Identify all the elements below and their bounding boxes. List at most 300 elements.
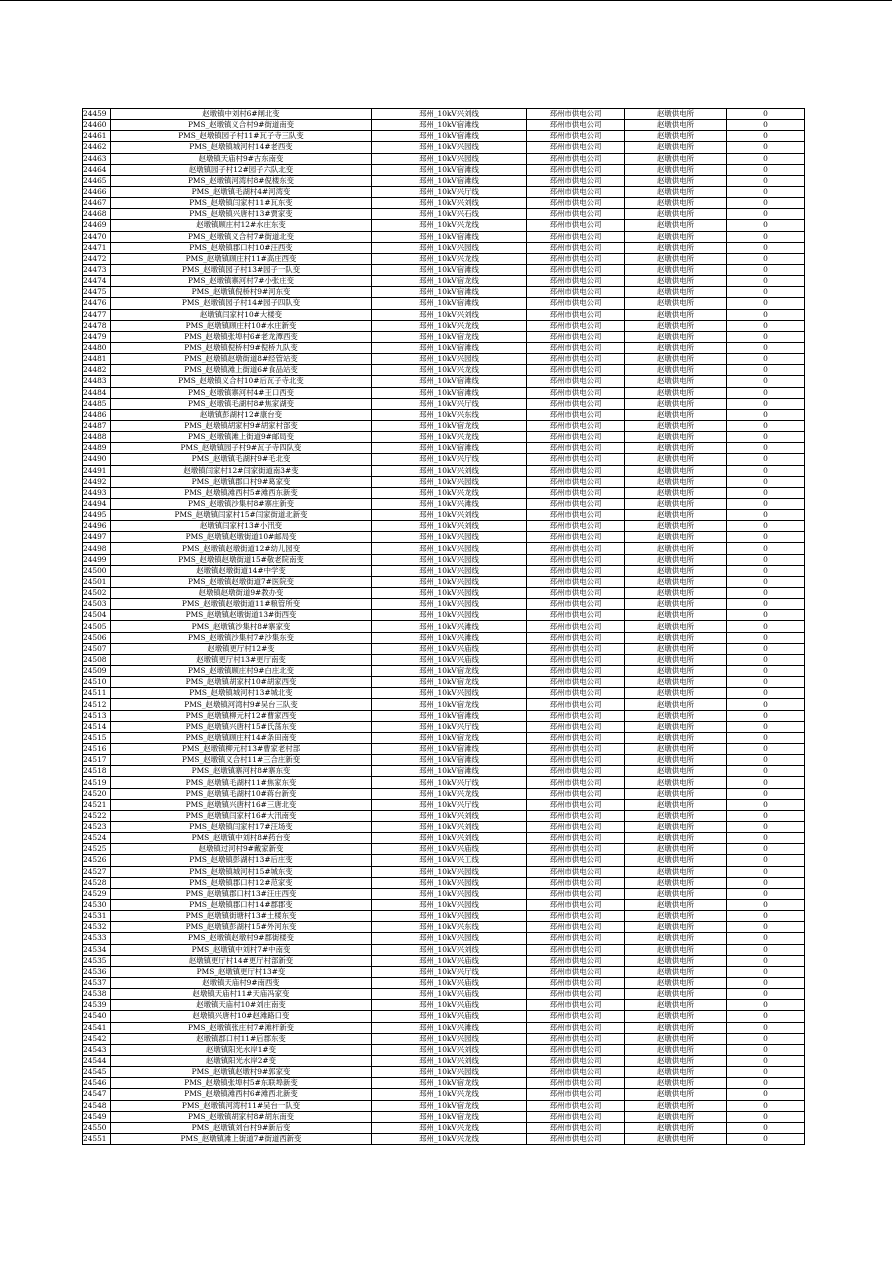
cell-value: 0 [727, 621, 805, 632]
table-row [83, 755, 805, 766]
cell-value: 0 [727, 610, 805, 621]
table-row [83, 231, 805, 242]
cell-office: 赵墩供电所 [625, 142, 727, 153]
cell-company: 邳州市供电公司 [527, 1011, 625, 1022]
cell-station-name: PMS_赵墩镇赵墩街道12#幼儿园变 [111, 543, 372, 554]
cell-station-name: PMS_赵墩镇滩上街道7#街道西新变 [111, 1133, 372, 1144]
cell-id: 24487 [83, 420, 111, 431]
cell-office: 赵墩供电所 [625, 253, 727, 264]
cell-office: 赵墩供电所 [625, 610, 727, 621]
cell-value: 0 [727, 164, 805, 175]
cell-company: 邳州市供电公司 [527, 1111, 625, 1122]
cell-id: 24547 [83, 1089, 111, 1100]
cell-value: 0 [727, 1133, 805, 1144]
cell-id: 24461 [83, 131, 111, 142]
cell-id: 24551 [83, 1133, 111, 1144]
cell-company: 邳州市供电公司 [527, 777, 625, 788]
cell-office: 赵墩供电所 [625, 153, 727, 164]
cell-station-name: PMS_赵墩镇兴唐村13#贾家变 [111, 209, 372, 220]
cell-company: 邳州市供电公司 [527, 1033, 625, 1044]
table-row [83, 844, 805, 855]
cell-line-name: 邳州_10kV宿滩线 [372, 744, 527, 755]
cell-id: 24550 [83, 1122, 111, 1133]
cell-id: 24470 [83, 231, 111, 242]
table-row [83, 699, 805, 710]
cell-value: 0 [727, 354, 805, 365]
cell-value: 0 [727, 376, 805, 387]
cell-office: 赵墩供电所 [625, 844, 727, 855]
table-row [83, 822, 805, 833]
cell-line-name: 邳州_10kV兴庙线 [372, 844, 527, 855]
cell-line-name: 邳州_10kV兴园线 [372, 877, 527, 888]
cell-company: 邳州市供电公司 [527, 677, 625, 688]
cell-line-name: 邳州_10kV兴园线 [372, 242, 527, 253]
cell-station-name: 赵墩镇阳光水岸1#变 [111, 1044, 372, 1055]
cell-id: 24495 [83, 510, 111, 521]
cell-company: 邳州市供电公司 [527, 944, 625, 955]
cell-value: 0 [727, 699, 805, 710]
cell-company: 邳州市供电公司 [527, 1000, 625, 1011]
cell-value: 0 [727, 1111, 805, 1122]
cell-id: 24534 [83, 944, 111, 955]
cell-station-name: PMS_赵墩镇园子村9#瓦子寺四队变 [111, 443, 372, 454]
cell-line-name: 邳州_10kV宿滩线 [372, 120, 527, 131]
cell-value: 0 [727, 732, 805, 743]
cell-office: 赵墩供电所 [625, 398, 727, 409]
cell-company: 邳州市供电公司 [527, 576, 625, 587]
cell-station-name: PMS_赵墩镇柳元村13#曹家老村部 [111, 744, 372, 755]
cell-id: 24507 [83, 643, 111, 654]
cell-station-name: PMS_赵墩镇街塘村13#土楼东变 [111, 911, 372, 922]
cell-station-name: PMS_赵墩镇滩西村6#滩西北新变 [111, 1089, 372, 1100]
table-row [83, 1033, 805, 1044]
cell-value: 0 [727, 432, 805, 443]
cell-value: 0 [727, 565, 805, 576]
table-row [83, 710, 805, 721]
cell-company: 邳州市供电公司 [527, 287, 625, 298]
cell-id: 24462 [83, 142, 111, 153]
cell-value: 0 [727, 755, 805, 766]
cell-id: 24483 [83, 376, 111, 387]
cell-company: 邳州市供电公司 [527, 1055, 625, 1066]
cell-office: 赵墩供电所 [625, 899, 727, 910]
table-row [83, 855, 805, 866]
table-row [83, 532, 805, 543]
cell-office: 赵墩供电所 [625, 131, 727, 142]
cell-office: 赵墩供电所 [625, 120, 727, 131]
cell-company: 邳州市供电公司 [527, 186, 625, 197]
cell-line-name: 邳州_10kV兴厅线 [372, 186, 527, 197]
cell-office: 赵墩供电所 [625, 420, 727, 431]
cell-value: 0 [727, 654, 805, 665]
cell-line-name: 邳州_10kV兴东线 [372, 409, 527, 420]
cell-company: 邳州市供电公司 [527, 209, 625, 220]
cell-office: 赵墩供电所 [625, 1000, 727, 1011]
cell-line-name: 邳州_10kV兴园线 [372, 576, 527, 587]
cell-station-name: 赵墩镇天庙村9#南西变 [111, 977, 372, 988]
cell-company: 邳州市供电公司 [527, 376, 625, 387]
cell-office: 赵墩供电所 [625, 487, 727, 498]
cell-line-name: 邳州_10kV宿龙线 [372, 331, 527, 342]
cell-id: 24537 [83, 977, 111, 988]
cell-value: 0 [727, 576, 805, 587]
cell-office: 赵墩供电所 [625, 264, 727, 275]
table-row [83, 744, 805, 755]
cell-value: 0 [727, 220, 805, 231]
table-row [83, 922, 805, 933]
table-row [83, 1089, 805, 1100]
table-row [83, 588, 805, 599]
cell-office: 赵墩供电所 [625, 454, 727, 465]
cell-id: 24545 [83, 1067, 111, 1078]
cell-line-name: 邳州_10kV兴东线 [372, 922, 527, 933]
cell-id: 24521 [83, 799, 111, 810]
cell-value: 0 [727, 855, 805, 866]
cell-station-name: PMS_赵墩镇闫家村17#汪场变 [111, 822, 372, 833]
cell-station-name: PMS_赵墩镇胡家村10#胡家西变 [111, 677, 372, 688]
cell-line-name: 邳州_10kV兴刘线 [372, 1055, 527, 1066]
cell-value: 0 [727, 599, 805, 610]
cell-value: 0 [727, 365, 805, 376]
cell-value: 0 [727, 1011, 805, 1022]
cell-value: 0 [727, 866, 805, 877]
cell-company: 邳州市供电公司 [527, 621, 625, 632]
cell-company: 邳州市供电公司 [527, 443, 625, 454]
table-row [83, 287, 805, 298]
cell-station-name: PMS_赵墩镇河湾村9#吴台三队变 [111, 699, 372, 710]
cell-id: 24500 [83, 565, 111, 576]
cell-id: 24498 [83, 543, 111, 554]
cell-value: 0 [727, 287, 805, 298]
cell-office: 赵墩供电所 [625, 231, 727, 242]
table-row [83, 454, 805, 465]
cell-company: 邳州市供电公司 [527, 955, 625, 966]
cell-office: 赵墩供电所 [625, 242, 727, 253]
cell-id: 24530 [83, 899, 111, 910]
cell-station-name: PMS_赵墩镇顾庄村14#条田南变 [111, 732, 372, 743]
table-row [83, 666, 805, 677]
cell-value: 0 [727, 666, 805, 677]
cell-station-name: PMS_赵墩镇中刘村7#中南变 [111, 944, 372, 955]
cell-office: 赵墩供电所 [625, 365, 727, 376]
cell-office: 赵墩供电所 [625, 989, 727, 1000]
cell-line-name: 邳州_10kV兴园线 [372, 1067, 527, 1078]
cell-office: 赵墩供电所 [625, 933, 727, 944]
cell-office: 赵墩供电所 [625, 1078, 727, 1089]
cell-line-name: 邳州_10kV兴石线 [372, 209, 527, 220]
cell-office: 赵墩供电所 [625, 1089, 727, 1100]
cell-station-name: 赵墩镇阳光水岸2#变 [111, 1055, 372, 1066]
cell-value: 0 [727, 276, 805, 287]
cell-line-name: 邳州_10kV兴园线 [372, 554, 527, 565]
cell-line-name: 邳州_10kV兴庙线 [372, 643, 527, 654]
cell-id: 24536 [83, 966, 111, 977]
cell-company: 邳州市供电公司 [527, 710, 625, 721]
cell-company: 邳州市供电公司 [527, 521, 625, 532]
cell-line-name: 邳州_10kV兴龙线 [372, 320, 527, 331]
cell-station-name: PMS_赵墩镇郡口村13#汪庄西变 [111, 888, 372, 899]
cell-station-name: PMS_赵墩镇毛湖村10#蒋台新变 [111, 788, 372, 799]
cell-id: 24489 [83, 443, 111, 454]
cell-company: 邳州市供电公司 [527, 610, 625, 621]
cell-office: 赵墩供电所 [625, 532, 727, 543]
cell-line-name: 邳州_10kV兴龙线 [372, 788, 527, 799]
cell-office: 赵墩供电所 [625, 342, 727, 353]
cell-company: 邳州市供电公司 [527, 855, 625, 866]
cell-office: 赵墩供电所 [625, 465, 727, 476]
cell-id: 24475 [83, 287, 111, 298]
cell-line-name: 邳州_10kV宿龙线 [372, 699, 527, 710]
cell-line-name: 邳州_10kV兴园线 [372, 543, 527, 554]
cell-station-name: 赵墩镇过河村9#戴家新变 [111, 844, 372, 855]
cell-company: 邳州市供电公司 [527, 253, 625, 264]
table-row [83, 164, 805, 175]
cell-company: 邳州市供电公司 [527, 142, 625, 153]
cell-office: 赵墩供电所 [625, 888, 727, 899]
cell-value: 0 [727, 487, 805, 498]
cell-company: 邳州市供电公司 [527, 153, 625, 164]
cell-value: 0 [727, 677, 805, 688]
cell-id: 24469 [83, 220, 111, 231]
cell-id: 24516 [83, 744, 111, 755]
table-row [83, 732, 805, 743]
cell-office: 赵墩供电所 [625, 621, 727, 632]
cell-id: 24542 [83, 1033, 111, 1044]
cell-company: 邳州市供电公司 [527, 120, 625, 131]
cell-id: 24529 [83, 888, 111, 899]
cell-company: 邳州市供电公司 [527, 810, 625, 821]
cell-line-name: 邳州_10kV兴园线 [372, 354, 527, 365]
cell-company: 邳州市供电公司 [527, 231, 625, 242]
table-row [83, 309, 805, 320]
cell-office: 赵墩供电所 [625, 376, 727, 387]
cell-line-name: 邳州_10kV兴园线 [372, 153, 527, 164]
cell-value: 0 [727, 944, 805, 955]
cell-station-name: PMS_赵墩镇毛湖村4#河湾变 [111, 186, 372, 197]
cell-company: 邳州市供电公司 [527, 1122, 625, 1133]
cell-office: 赵墩供电所 [625, 510, 727, 521]
cell-company: 邳州市供电公司 [527, 966, 625, 977]
cell-company: 邳州市供电公司 [527, 699, 625, 710]
cell-value: 0 [727, 320, 805, 331]
cell-office: 赵墩供电所 [625, 677, 727, 688]
cell-value: 0 [727, 532, 805, 543]
cell-line-name: 邳州_10kV兴厅线 [372, 454, 527, 465]
cell-station-name: PMS_赵墩镇赵墩街道11#粮管所变 [111, 599, 372, 610]
cell-company: 邳州市供电公司 [527, 977, 625, 988]
table-row [83, 354, 805, 365]
cell-id: 24496 [83, 521, 111, 532]
cell-station-name: PMS_赵墩镇赵墩街道10#邮局变 [111, 532, 372, 543]
cell-company: 邳州市供电公司 [527, 409, 625, 420]
cell-company: 邳州市供电公司 [527, 788, 625, 799]
cell-company: 邳州市供电公司 [527, 799, 625, 810]
cell-line-name: 邳州_10kV宿滩线 [372, 264, 527, 275]
cell-station-name: PMS_赵墩镇滩上街道9#邮局变 [111, 432, 372, 443]
cell-company: 邳州市供电公司 [527, 510, 625, 521]
cell-line-name: 邳州_10kV宿龙线 [372, 666, 527, 677]
cell-id: 24466 [83, 186, 111, 197]
cell-value: 0 [727, 933, 805, 944]
cell-value: 0 [727, 1067, 805, 1078]
cell-id: 24515 [83, 732, 111, 743]
cell-office: 赵墩供电所 [625, 1022, 727, 1033]
cell-office: 赵墩供电所 [625, 576, 727, 587]
cell-id: 24527 [83, 866, 111, 877]
cell-line-name: 邳州_10kV兴龙线 [372, 365, 527, 376]
cell-station-name: PMS_赵墩镇赵墩街道8#经管站变 [111, 354, 372, 365]
table-row [83, 420, 805, 431]
cell-company: 邳州市供电公司 [527, 911, 625, 922]
cell-id: 24540 [83, 1011, 111, 1022]
cell-company: 邳州市供电公司 [527, 342, 625, 353]
cell-line-name: 邳州_10kV兴刘线 [372, 109, 527, 120]
cell-id: 24467 [83, 198, 111, 209]
cell-company: 邳州市供电公司 [527, 1022, 625, 1033]
cell-line-name: 邳州_10kV兴滩线 [372, 621, 527, 632]
cell-line-name: 邳州_10kV兴厅线 [372, 398, 527, 409]
cell-station-name: PMS_赵墩镇赵墩村9#郭家变 [111, 1067, 372, 1078]
table-row [83, 186, 805, 197]
cell-office: 赵墩供电所 [625, 276, 727, 287]
table-row [83, 153, 805, 164]
cell-station-name: PMS_赵墩镇张埠村6#老龙潭西变 [111, 331, 372, 342]
cell-office: 赵墩供电所 [625, 833, 727, 844]
cell-value: 0 [727, 977, 805, 988]
cell-value: 0 [727, 409, 805, 420]
cell-company: 邳州市供电公司 [527, 398, 625, 409]
table-row [83, 510, 805, 521]
table-row [83, 977, 805, 988]
cell-office: 赵墩供电所 [625, 354, 727, 365]
table-row [83, 398, 805, 409]
cell-value: 0 [727, 465, 805, 476]
cell-line-name: 邳州_10kV兴庙线 [372, 955, 527, 966]
cell-line-name: 邳州_10kV宿滩线 [372, 376, 527, 387]
cell-id: 24493 [83, 487, 111, 498]
cell-company: 邳州市供电公司 [527, 844, 625, 855]
cell-office: 赵墩供电所 [625, 710, 727, 721]
cell-id: 24465 [83, 175, 111, 186]
cell-office: 赵墩供电所 [625, 387, 727, 398]
cell-station-name: PMS_赵墩镇顾庄村10#水庄新变 [111, 320, 372, 331]
cell-value: 0 [727, 198, 805, 209]
cell-id: 24513 [83, 710, 111, 721]
cell-id: 24523 [83, 822, 111, 833]
cell-company: 邳州市供电公司 [527, 632, 625, 643]
cell-station-name: PMS_赵墩镇郡口村10#汪西变 [111, 242, 372, 253]
cell-line-name: 邳州_10kV兴厅线 [372, 721, 527, 732]
cell-line-name: 邳州_10kV宿滩线 [372, 387, 527, 398]
cell-company: 邳州市供电公司 [527, 264, 625, 275]
cell-line-name: 邳州_10kV兴刘线 [372, 309, 527, 320]
cell-value: 0 [727, 1100, 805, 1111]
cell-line-name: 邳州_10kV宿滩线 [372, 710, 527, 721]
cell-office: 赵墩供电所 [625, 744, 727, 755]
cell-company: 邳州市供电公司 [527, 643, 625, 654]
cell-value: 0 [727, 120, 805, 131]
table-row [83, 933, 805, 944]
cell-line-name: 邳州_10kV兴园线 [372, 688, 527, 699]
cell-station-name: PMS_赵墩镇寨河村4#王口西变 [111, 387, 372, 398]
cell-company: 邳州市供电公司 [527, 198, 625, 209]
cell-station-name: PMS_赵墩镇赵墩街道13#街西变 [111, 610, 372, 621]
cell-station-name: PMS_赵墩镇滩西村5#滩西东新变 [111, 487, 372, 498]
cell-station-name: PMS_赵墩镇胡家村9#胡家村部变 [111, 420, 372, 431]
table-row [83, 1044, 805, 1055]
cell-line-name: 邳州_10kV兴龙线 [372, 487, 527, 498]
cell-station-name: PMS_赵墩镇张埠村5#东联埠新变 [111, 1078, 372, 1089]
cell-company: 邳州市供电公司 [527, 1078, 625, 1089]
cell-station-name: PMS_赵墩镇郡口村12#范家变 [111, 877, 372, 888]
cell-line-name: 邳州_10kV兴龙线 [372, 1122, 527, 1133]
cell-company: 邳州市供电公司 [527, 554, 625, 565]
cell-id: 24503 [83, 599, 111, 610]
cell-line-name: 邳州_10kV宿龙线 [372, 1100, 527, 1111]
cell-id: 24474 [83, 276, 111, 287]
cell-station-name: PMS_赵墩镇义合村7#街道北变 [111, 231, 372, 242]
cell-station-name: 赵墩镇赵墩街道9#教办变 [111, 588, 372, 599]
table-row [83, 966, 805, 977]
table-row [83, 543, 805, 554]
cell-station-name: 赵墩镇天庙村11#天庙冯家变 [111, 989, 372, 1000]
cell-company: 邳州市供电公司 [527, 588, 625, 599]
cell-station-name: PMS_赵墩镇义合村10#后瓦子寺北变 [111, 376, 372, 387]
cell-station-name: 赵墩镇兴唐村10#赵滩路口变 [111, 1011, 372, 1022]
cell-id: 24464 [83, 164, 111, 175]
cell-office: 赵墩供电所 [625, 755, 727, 766]
cell-station-name: PMS_赵墩镇顾庄村11#高庄西变 [111, 253, 372, 264]
table-row [83, 777, 805, 788]
cell-station-name: 赵墩镇顾庄村12#水庄东变 [111, 220, 372, 231]
cell-id: 24463 [83, 153, 111, 164]
cell-station-name: 赵墩镇闫家村10#大楼变 [111, 309, 372, 320]
cell-id: 24490 [83, 454, 111, 465]
cell-value: 0 [727, 1022, 805, 1033]
cell-value: 0 [727, 521, 805, 532]
cell-line-name: 邳州_10kV兴园线 [372, 532, 527, 543]
cell-value: 0 [727, 175, 805, 186]
cell-station-name: PMS_赵墩镇柳元村12#曹家西变 [111, 710, 372, 721]
cell-line-name: 邳州_10kV宿龙线 [372, 276, 527, 287]
cell-line-name: 邳州_10kV兴园线 [372, 565, 527, 576]
cell-value: 0 [727, 109, 805, 120]
cell-office: 赵墩供电所 [625, 732, 727, 743]
cell-id: 24459 [83, 109, 111, 120]
cell-id: 24522 [83, 810, 111, 821]
cell-office: 赵墩供电所 [625, 810, 727, 821]
cell-office: 赵墩供电所 [625, 777, 727, 788]
cell-line-name: 邳州_10kV兴龙线 [372, 220, 527, 231]
table-row [83, 465, 805, 476]
cell-value: 0 [727, 688, 805, 699]
cell-line-name: 邳州_10kV宿滩线 [372, 342, 527, 353]
cell-company: 邳州市供电公司 [527, 354, 625, 365]
cell-station-name: PMS_赵墩镇兴唐村16#三唐北变 [111, 799, 372, 810]
cell-line-name: 邳州_10kV兴园线 [372, 933, 527, 944]
cell-value: 0 [727, 1044, 805, 1055]
table-row [83, 443, 805, 454]
cell-company: 邳州市供电公司 [527, 543, 625, 554]
cell-value: 0 [727, 822, 805, 833]
cell-office: 赵墩供电所 [625, 409, 727, 420]
table-row [83, 599, 805, 610]
cell-value: 0 [727, 899, 805, 910]
table-row [83, 209, 805, 220]
cell-company: 邳州市供电公司 [527, 744, 625, 755]
cell-value: 0 [727, 153, 805, 164]
cell-office: 赵墩供电所 [625, 966, 727, 977]
